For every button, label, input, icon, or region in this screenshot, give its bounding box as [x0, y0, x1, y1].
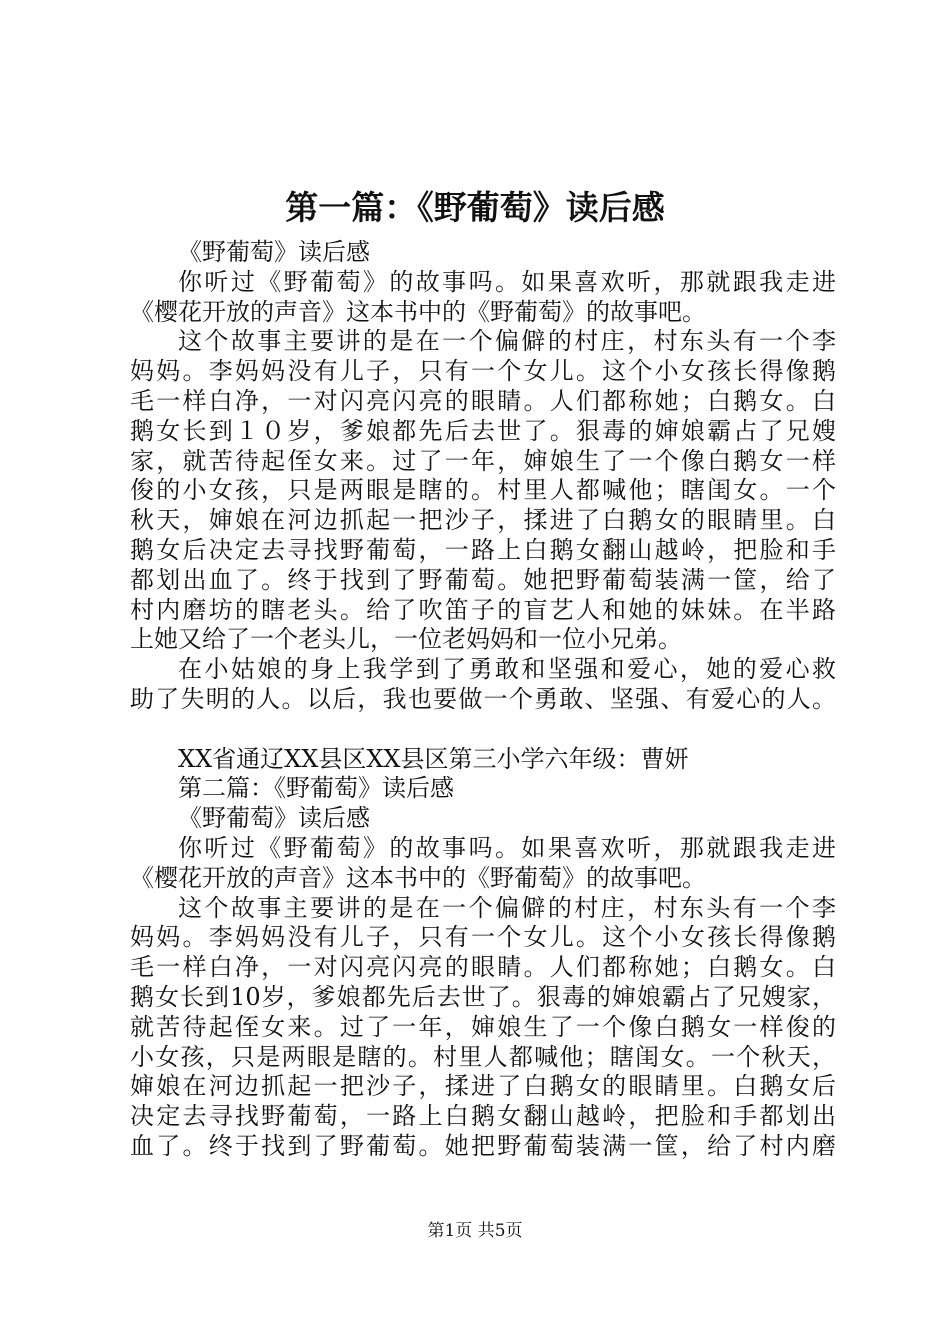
text-line: 你听过《野葡萄》的故事吗。如果喜欢听，那就跟我走进 [178, 267, 836, 296]
text-line: 毛一样白净，一对闪亮闪亮的眼睛。人们都称她；白鹅女。白 [130, 386, 836, 415]
text-line: XX省通辽XX县区XX县区第三小学六年级：曹妍 [178, 744, 689, 773]
text-line: 血了。终于找到了野葡萄。她把野葡萄装满一筐，给了村内磨 [130, 1131, 836, 1160]
text-line: 《樱花开放的声音》这本书中的《野葡萄》的故事吧。 [130, 863, 706, 892]
text-line: 妈妈。李妈妈没有儿子，只有一个女儿。这个小女孩长得像鹅 [130, 923, 836, 952]
text-line: 村内磨坊的瞎老头。给了吹笛子的盲艺人和她的妹妹。在半路 [130, 595, 836, 624]
text-line: 俊的小女孩，只是两眼是瞎的。村里人都喊他；瞎闺女。一个 [130, 476, 836, 505]
text-line: 你听过《野葡萄》的故事吗。如果喜欢听，那就跟我走进 [178, 833, 836, 862]
text-line: 小女孩，只是两眼是瞎的。村里人都喊他；瞎闺女。一个秋天， [130, 1042, 836, 1071]
text-line: 鹅女长到10岁，爹娘都先后去世了。狠毒的婶娘霸占了兄嫂家， [130, 982, 836, 1011]
document-body [130, 238, 836, 1162]
text-line: 鹅女后决定去寻找野葡萄，一路上白鹅女翻山越岭，把脸和手 [130, 535, 836, 564]
page-number: 第1页 共5页 [427, 1221, 523, 1241]
text-line: 鹅女长到１０岁，爹娘都先后去世了。狠毒的婶娘霸占了兄嫂 [130, 416, 836, 445]
text-line: 决定去寻找野葡萄，一路上白鹅女翻山越岭，把脸和手都划出 [130, 1102, 836, 1131]
text-line: 都划出血了。终于找到了野葡萄。她把野葡萄装满一筐，给了 [130, 565, 836, 594]
text-line: 助了失明的人。以后，我也要做一个勇敢、坚强、有爱心的人。 [130, 684, 836, 713]
text-line: 在小姑娘的身上我学到了勇敢和坚强和爱心，她的爱心救 [178, 655, 836, 684]
text-line: 这个故事主要讲的是在一个偏僻的村庄，村东头有一个李 [178, 327, 836, 356]
page-title: 第一篇：《野葡萄》读后感 [285, 188, 665, 227]
text-line: 毛一样白净，一对闪亮闪亮的眼睛。人们都称她；白鹅女。白 [130, 953, 836, 982]
text-line: 第二篇：《野葡萄》读后感 [178, 774, 454, 803]
text-line: 秋天，婶娘在河边抓起一把沙子，揉进了白鹅女的眼睛里。白 [130, 506, 836, 535]
text-line: 婶娘在河边抓起一把沙子，揉进了白鹅女的眼睛里。白鹅女后 [130, 1072, 836, 1101]
text-line: 家，就苦待起侄女来。过了一年，婶娘生了一个像白鹅女一样 [130, 446, 836, 475]
text-line: 《野葡萄》读后感 [178, 804, 370, 833]
text-line: 就苦待起侄女来。过了一年，婶娘生了一个像白鹅女一样俊的 [130, 1012, 836, 1041]
text-line: 这个故事主要讲的是在一个偏僻的村庄，村东头有一个李 [178, 893, 836, 922]
text-line: 《樱花开放的声音》这本书中的《野葡萄》的故事吧。 [130, 297, 706, 326]
text-line: 妈妈。李妈妈没有儿子，只有一个女儿。这个小女孩长得像鹅 [130, 357, 836, 386]
text-line: 上她又给了一个老头儿，一位老妈妈和一位小兄弟。 [130, 625, 682, 654]
blank-line [130, 715, 836, 745]
text-line: 《野葡萄》读后感 [178, 238, 370, 266]
